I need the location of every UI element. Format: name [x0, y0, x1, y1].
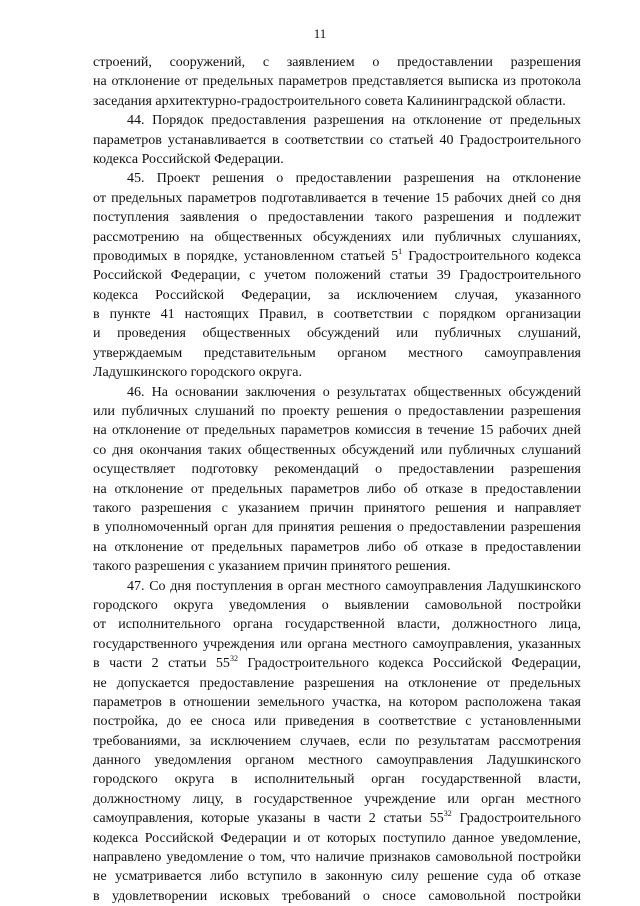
text-segment: такого разрешения с указанием причин принятого решения и направляет	[93, 500, 581, 516]
text-line	[93, 169, 581, 188]
text-line	[93, 751, 581, 770]
text-line	[93, 867, 581, 886]
text-segment: Градостроительного кодекса Российской Федерации,	[237, 656, 581, 672]
text-segment: Градостроительного	[451, 811, 581, 827]
text-line	[93, 324, 581, 343]
text-segment: в удовлетворении исковых требований о сносе самовольной постройки	[93, 888, 581, 904]
text-line	[93, 557, 581, 576]
text-segment: 47. Со дня поступления в орган местного самоуправления Ладушкинского	[127, 578, 581, 594]
text-line	[93, 53, 581, 72]
superscript: 1	[398, 246, 403, 256]
text-line	[93, 266, 581, 285]
text-segment: 44. Порядок предоставления разрешения на отклонение от предельных	[127, 113, 581, 129]
text-segment: такого разрешения с указанием причин принятого решения.	[93, 559, 451, 575]
text-line	[93, 480, 581, 499]
text-line	[93, 247, 581, 266]
text-line	[93, 887, 581, 906]
text-segment: постройка, до ее сноса или приведения в соответствие с установленными	[93, 714, 581, 730]
text-segment: от предельных параметров подготавливается в течение 15 рабочих дней со дня	[93, 190, 581, 206]
text-segment: параметров устанавливается в соответствии со статьей 40 Градостроительного	[93, 132, 581, 148]
text-segment: и проведения общественных обсуждений или публичных слушаний,	[93, 326, 581, 342]
text-segment: кодекса Российской Федерации и от которых поступило данное уведомление,	[93, 830, 581, 846]
text-line	[93, 732, 581, 751]
text-segment: Российской Федерации, с учетом положений статьи 39 Градостроительного	[93, 268, 581, 284]
text-segment: строений, сооружений, с заявлением о предоставлении разрешения	[93, 55, 581, 70]
text-line	[93, 344, 581, 363]
text-segment: в части 2 статьи 55	[93, 656, 230, 672]
text-line	[93, 790, 581, 809]
text-line	[93, 460, 581, 479]
text-line	[93, 72, 581, 91]
text-segment: 45. Проект решения о предоставлении разрешения на отклонение	[127, 171, 581, 187]
text-line	[93, 712, 581, 731]
text-line	[93, 848, 581, 867]
text-segment: данного уведомления органом местного самоуправления Ладушкинского	[93, 753, 581, 769]
text-line	[93, 150, 581, 169]
text-segment: городского округа уведомления о выявлении самовольной постройки	[93, 597, 581, 613]
text-segment: кодекса Российской Федерации, за исключением случая, указанного	[93, 287, 581, 303]
text-segment: в уполномоченный орган для принятия решения о предоставлении разрешения	[93, 520, 581, 536]
text-segment: на отклонение от предельных параметров либо об отказе в предоставлении	[93, 539, 581, 555]
text-segment: на отклонение от предельных параметров представляется выписка из протокола	[93, 74, 581, 90]
text-line	[93, 538, 581, 557]
text-segment: самоуправления, которые указаны в части 2 статьи 55	[93, 811, 444, 827]
text-segment: осуществляет подготовку рекомендаций о предоставлении разрешения	[93, 462, 581, 478]
text-line	[93, 111, 581, 130]
text-line	[93, 228, 581, 247]
text-line	[93, 305, 581, 324]
text-segment: не усматривается либо вступило в законную силу решение суда об отказе	[93, 869, 581, 885]
text-segment: Ладушкинского городского округа.	[93, 365, 302, 381]
text-line	[93, 402, 581, 421]
text-line	[93, 383, 581, 402]
text-segment: Градостроительного кодекса	[402, 248, 581, 264]
text-segment: государственного учреждения или органа местного самоуправления, указанных	[93, 636, 581, 652]
text-line	[93, 829, 581, 848]
text-line	[93, 208, 581, 227]
text-segment: на отклонение от предельных параметров либо об отказе в предоставлении	[93, 481, 581, 497]
text-line	[93, 441, 581, 460]
text-segment: или публичных слушаний по проекту решения о предоставлении разрешения	[93, 404, 581, 420]
text-line	[93, 421, 581, 440]
text-segment: поступления заявления о предоставлении такого разрешения и подлежит	[93, 210, 581, 226]
text-segment: параметров в отношении земельного участка, на котором расположена такая	[93, 694, 581, 710]
text-segment: направлено уведомление о том, что наличие признаков самовольной постройки	[93, 850, 581, 866]
text-line	[93, 131, 581, 150]
text-segment: со дня окончания таких общественных обсуждений или публичных слушаний	[93, 442, 581, 458]
text-line	[93, 615, 581, 634]
text-segment: проводимых в порядке, установленном статьей 5	[93, 248, 399, 264]
text-line	[93, 693, 581, 712]
text-segment: не допускается предоставление разрешения на отклонение от предельных	[93, 675, 581, 691]
text-line	[93, 286, 581, 305]
text-line	[93, 809, 581, 828]
page-number: 11	[313, 26, 327, 41]
text-line	[93, 189, 581, 208]
text-line	[93, 654, 581, 673]
text-segment: от исполнительного органа государственной власти, должностного лица,	[93, 617, 581, 633]
text-line	[93, 363, 581, 382]
text-segment: 46. На основании заключения о результатах общественных обсуждений	[127, 384, 581, 400]
text-line	[93, 770, 581, 789]
text-segment: заседания архитектурно-градостроительного совета Калининградской области.	[93, 93, 566, 109]
superscript: 32	[443, 809, 452, 819]
text-segment: требованиями, за исключением случаев, если по результатам рассмотрения	[93, 733, 581, 749]
text-line	[93, 674, 581, 693]
text-segment: должностному лицу, в государственное учреждение или орган местного	[93, 791, 581, 807]
superscript: 32	[229, 654, 238, 664]
text-line	[93, 499, 581, 518]
text-segment: утверждаемым представительным органом местного самоуправления	[93, 345, 581, 361]
document-body	[93, 53, 581, 906]
text-line	[93, 596, 581, 615]
text-segment: городского округа в исполнительный орган государственной власти,	[93, 772, 581, 788]
text-segment: на отклонение от предельных параметров комиссия в течение 15 рабочих дней	[93, 423, 581, 439]
text-line	[93, 635, 581, 654]
text-line	[93, 92, 581, 111]
text-segment: рассмотрению на общественных обсуждениях или публичных слушаниях,	[93, 229, 581, 245]
text-segment: кодекса Российской Федерации.	[93, 151, 284, 167]
text-line	[93, 518, 581, 537]
text-line	[93, 577, 581, 596]
text-segment: в пункте 41 настоящих Правил, в соответствии с порядком организации	[93, 307, 581, 323]
